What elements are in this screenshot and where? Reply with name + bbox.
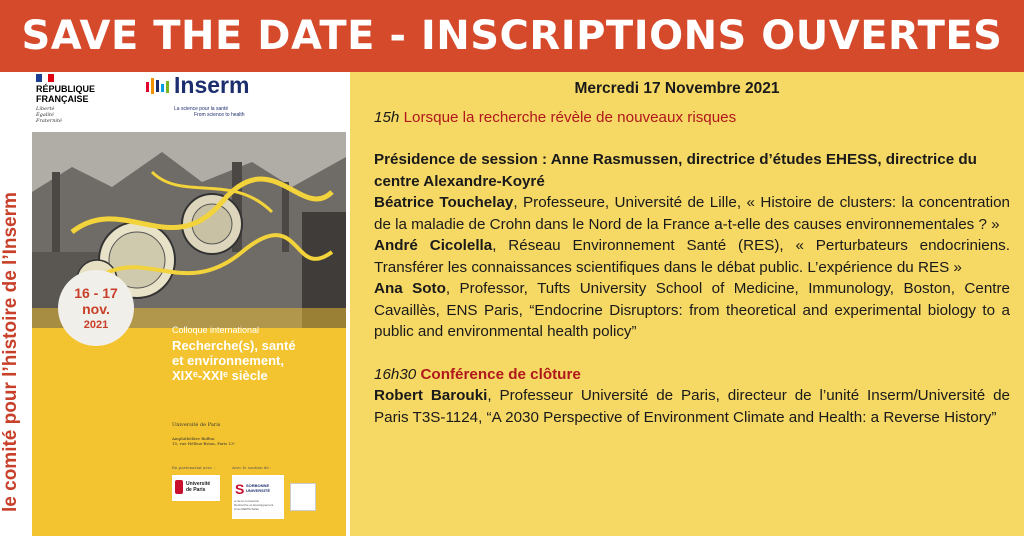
- session-time: 16h30: [374, 365, 417, 383]
- event-poster: [32, 72, 346, 536]
- sorbonne-universite-logo: S SORBONNE UNIVERSITÉ et de la convention Recherche et développement Amont/ERIS-Sélén: [232, 475, 284, 519]
- speaker-entry: [374, 192, 1010, 235]
- republique-motto: Liberté Égalité Fraternité: [36, 106, 62, 124]
- session-time: 15h: [374, 108, 400, 126]
- speaker-entry: [374, 385, 1010, 428]
- colloque-title-block: [172, 325, 296, 383]
- session-title: Lorsque la recherche révèle de nouveaux risques: [403, 108, 737, 126]
- speaker-name: Béatrice Touchelay: [374, 194, 514, 211]
- side-vertical-text: le comité pour l’histoire de l’Inserm: [0, 192, 21, 512]
- speaker-talk: , Professeur Université de Paris, directeur de l’unité Inserm/Université de Paris T3S-1124, “A 2030 Perspective of Environment Climate and Health: a Reverse History”: [374, 387, 1010, 426]
- session-title: Conférence de clôture: [420, 365, 581, 383]
- colloque-title-line: XIXᵉ-XXIᵉ siècle: [172, 368, 268, 383]
- save-the-date-banner: [0, 0, 1024, 72]
- speaker-talk: , Réseau Environnement Santé (RES), « Perturbateurs endocriniens. Transférer les connaissances scientifiques dans le débat public. L’expérience du RES »: [374, 237, 1010, 276]
- program-panel: [350, 72, 1024, 536]
- speaker-talk: , Professeure, Université de Lille, « Histoire de clusters: la concentration de la maladie de Crohn dans le Nord de la France a-t-elle des causes environnementales ? »: [374, 194, 1010, 233]
- inserm-logo-text: Inserm: [174, 72, 250, 98]
- session-chair: Présidence de session : Anne Rasmussen, directrice d’études EHESS, directrice du centre Alexandre-Koyré: [374, 151, 977, 190]
- colloque-title-line: Recherche(s), santé: [172, 338, 296, 353]
- session-heading: [374, 364, 1010, 386]
- republique-francaise-label: RÉPUBLIQUE FRANÇAISE: [36, 84, 96, 104]
- event-date-badge: 16 - 17 nov. 2021: [58, 270, 134, 346]
- comite-histoire-inserm-label: [0, 72, 24, 536]
- speaker-talk: , Professor, Tufts University School of Medicine, Immunology, Boston, Centre Cavaillès, ENS Paris, “Endocrine Disruptors: from theoretical and experimental biology to a public and environmental health policy”: [374, 280, 1010, 340]
- banner-title: SAVE THE DATE - INSCRIPTIONS OUVERTES: [21, 13, 1003, 59]
- speaker-entry: [374, 278, 1010, 343]
- speaker-entry: [374, 235, 1010, 278]
- colloque-title-line: et environnement,: [172, 353, 284, 368]
- partner-logos: En partenariat avec : Avec le soutien de : Université de Paris S SORBONNE UNIVERSITÉ et de la convention Recherche et développement Amont/ERIS-Sélén: [172, 465, 342, 525]
- colloque-label: Colloque international: [172, 325, 260, 335]
- session-heading: [374, 107, 1010, 129]
- universite-de-paris-logo: Université de Paris: [172, 475, 220, 501]
- speaker-name: André Cicolella: [374, 237, 493, 254]
- french-flag-icon: [36, 74, 54, 82]
- venue-info: Université de Paris Amphithéâtre Buffon 15, rue Hélène-Brion, Paris 13ᵉ: [172, 422, 236, 446]
- poster-logo-strip: [32, 72, 346, 140]
- speaker-name: Ana Soto: [374, 280, 446, 297]
- inserm-tagline: La science pour la santé From science to health: [174, 106, 245, 118]
- speaker-name: Robert Barouki: [374, 387, 488, 404]
- partner-emblem-icon: [290, 483, 316, 511]
- program-date: Mercredi 17 Novembre 2021: [574, 80, 780, 97]
